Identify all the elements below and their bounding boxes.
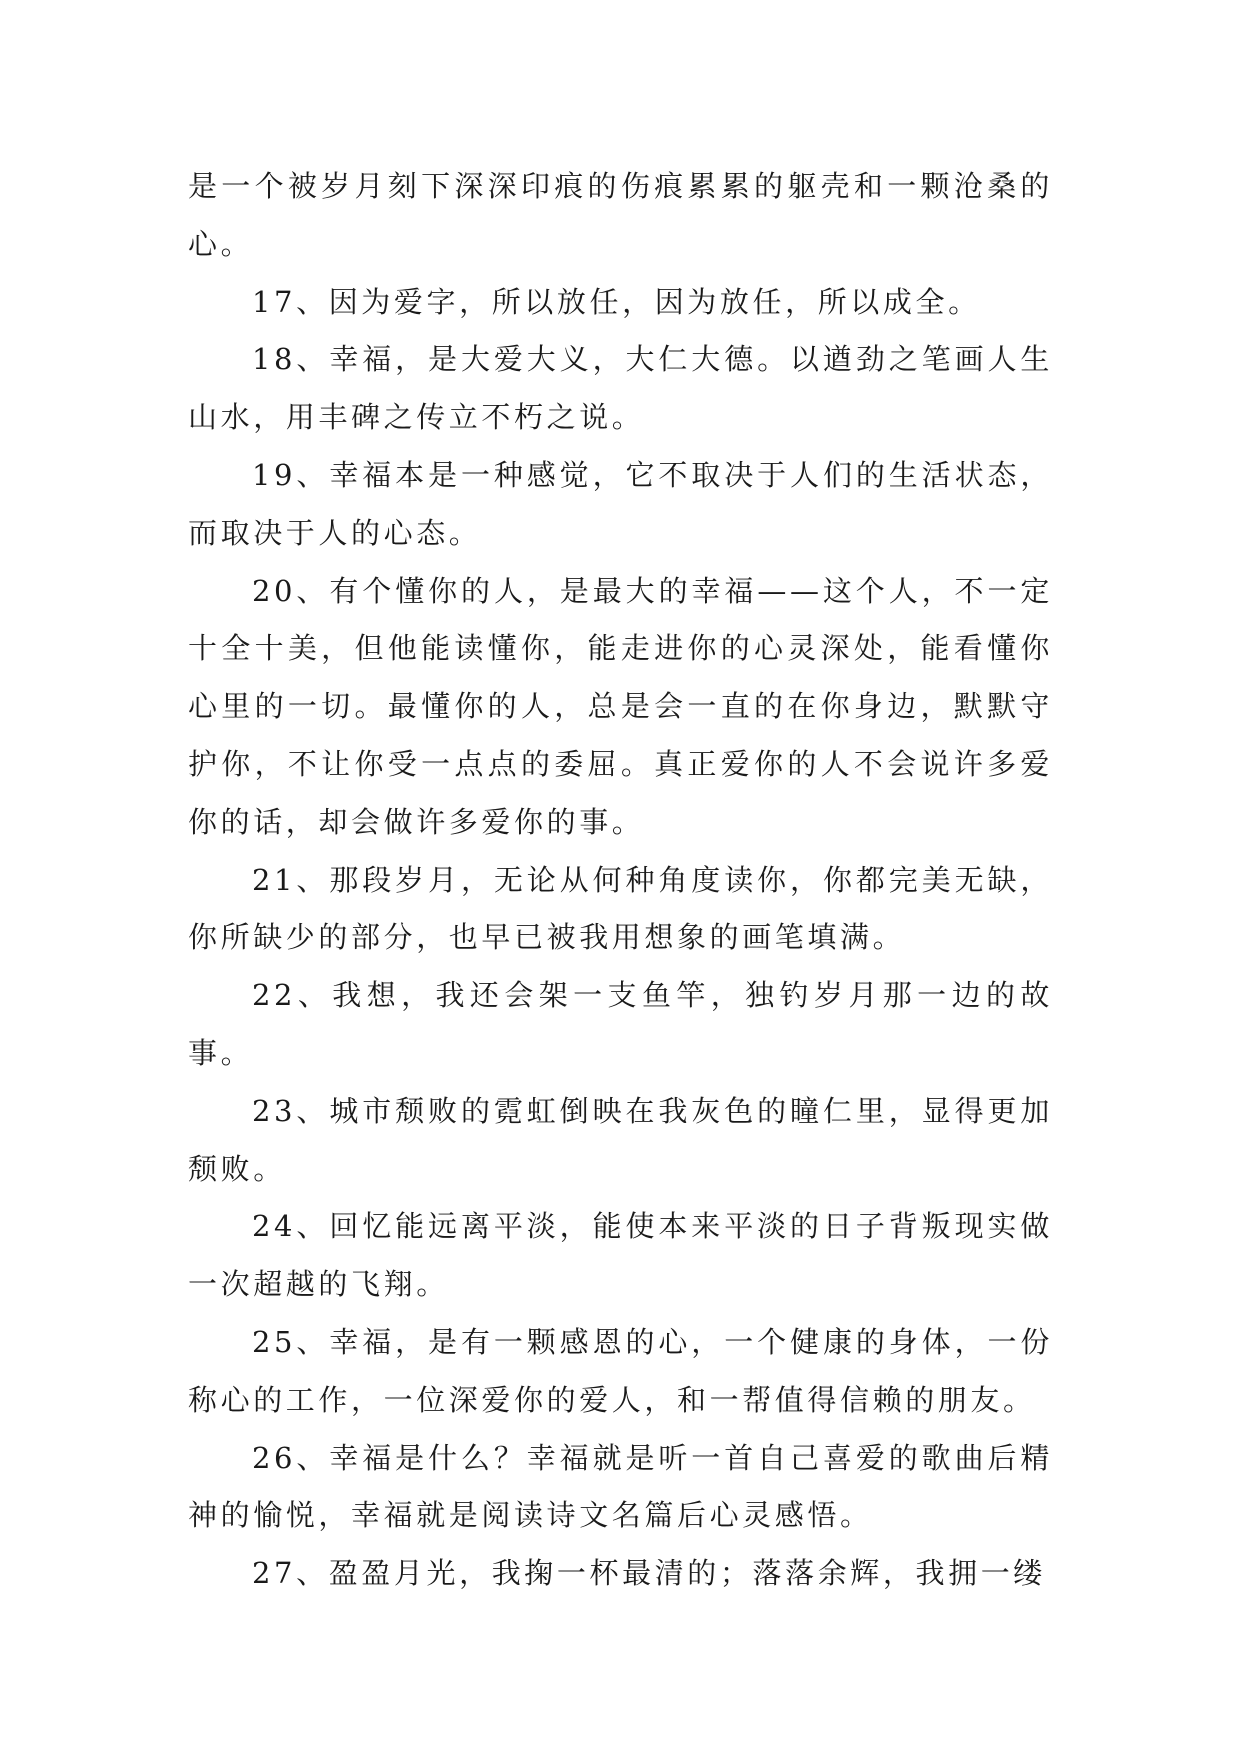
paragraph-25: 25、幸福，是有一颗感恩的心，一个健康的身体，一份称心的工作，一位深爱你的爱人，和一帮值得信赖的朋友。 bbox=[188, 1324, 1053, 1417]
paragraph-18: 18、幸福，是大爱大义，大仁大德。以遒劲之笔画人生山水，用丰碑之传立不朽之说。 bbox=[188, 342, 1053, 435]
paragraph-19: 19、幸福本是一种感觉，它不取决于人们的生活状态，而取决于人的心态。 bbox=[188, 457, 1053, 550]
paragraph-22: 22、我想，我还会架一支鱼竿，独钓岁月那一边的故事。 bbox=[188, 978, 1053, 1070]
document-body bbox=[188, 158, 1053, 1603]
paragraph-23: 23、城市颓败的霓虹倒映在我灰色的瞳仁里，显得更加颓败。 bbox=[188, 1093, 1053, 1186]
paragraph-21: 21、那段岁月，无论从何种角度读你，你都完美无缺，你所缺少的部分，也早已被我用想象的画笔填满。 bbox=[188, 862, 1053, 955]
paragraph-17: 17、因为爱字，所以放任，因为放任，所以成全。 bbox=[252, 284, 981, 319]
paragraph-20: 20、有个懂你的人，是最大的幸福——这个人，不一定十全十美，但他能读懂你，能走进你的心灵深处，能看懂你心里的一切。最懂你的人，总是会一直的在你身边，默默守护你，不让你受一点点的委屈。真正爱你的人不会说许多爱你的话，却会做许多爱你的事。 bbox=[188, 573, 1053, 839]
paragraph-continuation: 是一个被岁月刻下深深印痕的伤痕累累的躯壳和一颗沧桑的心。 bbox=[188, 169, 1053, 261]
paragraph-24: 24、回忆能远离平淡，能使本来平淡的日子背叛现实做一次超越的飞翔。 bbox=[188, 1209, 1053, 1302]
paragraph-27: 27、盈盈月光，我掬一杯最清的；落落余辉，我拥一缕 bbox=[252, 1556, 1046, 1591]
paragraph-26: 26、幸福是什么？幸福就是听一首自己喜爱的歌曲后精神的愉悦，幸福就是阅读诗文名篇后心灵感悟。 bbox=[188, 1440, 1053, 1533]
